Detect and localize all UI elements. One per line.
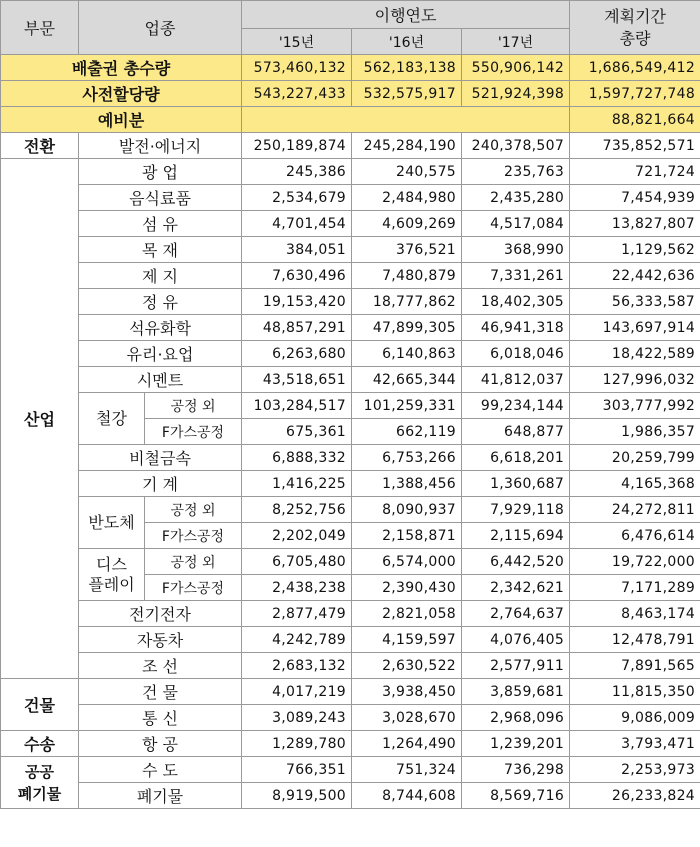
table-row — [1, 237, 700, 263]
sub-industry-label: 공정 외 — [145, 497, 242, 523]
pre-allocation-2016: 532,575,917 — [352, 81, 462, 107]
value-2016: 3,028,670 — [352, 705, 462, 731]
value-2016: 4,609,269 — [352, 211, 462, 237]
value-2016: 8,090,937 — [352, 497, 462, 523]
value-plan: 3,793,471 — [570, 731, 700, 757]
sector-transport: 수송 — [1, 731, 79, 757]
value-2017: 2,968,096 — [462, 705, 570, 731]
value-2017: 1,239,201 — [462, 731, 570, 757]
header-plan-total — [570, 1, 700, 55]
value-plan: 8,463,174 — [570, 601, 700, 627]
total-quota-label: 배출권 총수량 — [1, 55, 242, 81]
value-2015: 245,386 — [242, 159, 352, 185]
industry-label: 항 공 — [79, 731, 242, 757]
table-row — [1, 497, 700, 523]
industry-label: 기 계 — [79, 471, 242, 497]
table-row — [1, 679, 700, 705]
value-2017: 1,360,687 — [462, 471, 570, 497]
table-row — [1, 393, 700, 419]
industry-label: 음식료품 — [79, 185, 242, 211]
sector-public-line1: 공공 — [25, 762, 54, 781]
value-2016: 1,264,490 — [352, 731, 462, 757]
value-2016: 376,521 — [352, 237, 462, 263]
value-2017: 368,990 — [462, 237, 570, 263]
value-2017: 235,763 — [462, 159, 570, 185]
pre-allocation-plan: 1,597,727,748 — [570, 81, 700, 107]
industry-label: 자동차 — [79, 627, 242, 653]
industry-label: 폐기물 — [79, 783, 242, 809]
table-row — [1, 211, 700, 237]
header-plan-line2: 총량 — [619, 28, 651, 48]
table-row — [1, 705, 700, 731]
value-2015: 3,089,243 — [242, 705, 352, 731]
value-plan: 9,086,009 — [570, 705, 700, 731]
table-row — [1, 185, 700, 211]
value-2015: 8,919,500 — [242, 783, 352, 809]
industry-label: 전기전자 — [79, 601, 242, 627]
value-plan: 11,815,350 — [570, 679, 700, 705]
value-2015: 43,518,651 — [242, 367, 352, 393]
pre-allocation-2015: 543,227,433 — [242, 81, 352, 107]
industry-label: 석유화학 — [79, 315, 242, 341]
table-row — [1, 471, 700, 497]
sector-building: 건물 — [1, 679, 79, 731]
value-2016: 751,324 — [352, 757, 462, 783]
value-2016: 2,630,522 — [352, 653, 462, 679]
reserve-label: 예비분 — [1, 107, 242, 133]
industry-label: 발전·에너지 — [79, 133, 242, 159]
value-2015: 384,051 — [242, 237, 352, 263]
value-2016: 662,119 — [352, 419, 462, 445]
table-row — [1, 757, 700, 783]
value-2016: 8,744,608 — [352, 783, 462, 809]
value-plan: 19,722,000 — [570, 549, 700, 575]
pre-allocation-label: 사전할당량 — [1, 81, 242, 107]
table-row — [1, 341, 700, 367]
table-row — [1, 653, 700, 679]
industry-label: 통 신 — [79, 705, 242, 731]
total-quota-row — [1, 55, 700, 81]
value-2016: 2,390,430 — [352, 575, 462, 601]
value-2017: 2,115,694 — [462, 523, 570, 549]
value-2017: 648,877 — [462, 419, 570, 445]
value-2017: 99,234,144 — [462, 393, 570, 419]
value-plan: 56,333,587 — [570, 289, 700, 315]
industry-label: 수 도 — [79, 757, 242, 783]
table-row — [1, 783, 700, 809]
value-2015: 7,630,496 — [242, 263, 352, 289]
value-2016: 7,480,879 — [352, 263, 462, 289]
pre-allocation-2017: 521,924,398 — [462, 81, 570, 107]
table-row — [1, 731, 700, 757]
sub-industry-label: 공정 외 — [145, 549, 242, 575]
total-quota-plan: 1,686,549,412 — [570, 55, 700, 81]
sub-industry-label: 공정 외 — [145, 393, 242, 419]
value-plan: 721,724 — [570, 159, 700, 185]
industry-label: 섬 유 — [79, 211, 242, 237]
value-plan: 303,777,992 — [570, 393, 700, 419]
industry-label: 광 업 — [79, 159, 242, 185]
value-plan: 6,476,614 — [570, 523, 700, 549]
industry-label: 제 지 — [79, 263, 242, 289]
table-row — [1, 601, 700, 627]
total-quota-2017: 550,906,142 — [462, 55, 570, 81]
value-2017: 2,342,621 — [462, 575, 570, 601]
value-2016: 240,575 — [352, 159, 462, 185]
group-semiconductor: 반도체 — [79, 497, 145, 549]
industry-label: 목 재 — [79, 237, 242, 263]
value-2017: 3,859,681 — [462, 679, 570, 705]
value-2015: 2,438,238 — [242, 575, 352, 601]
sub-industry-label: F가스공정 — [145, 419, 242, 445]
header-period: 이행연도 — [242, 1, 570, 29]
total-quota-2015: 573,460,132 — [242, 55, 352, 81]
value-2016: 47,899,305 — [352, 315, 462, 341]
value-2015: 48,857,291 — [242, 315, 352, 341]
table-row — [1, 289, 700, 315]
table-row — [1, 549, 700, 575]
header-sector: 부문 — [1, 1, 79, 55]
value-2017: 4,076,405 — [462, 627, 570, 653]
value-plan: 7,891,565 — [570, 653, 700, 679]
reserve-plan: 88,821,664 — [570, 107, 700, 133]
header-plan-line1: 계획기간 — [604, 6, 666, 26]
sector-public-line2: 폐기물 — [17, 784, 62, 803]
sub-industry-label: F가스공정 — [145, 523, 242, 549]
value-plan: 22,442,636 — [570, 263, 700, 289]
table-row — [1, 445, 700, 471]
value-2015: 1,416,225 — [242, 471, 352, 497]
table-row — [1, 367, 700, 393]
header-row-1 — [1, 1, 700, 29]
sector-transition: 전환 — [1, 133, 79, 159]
value-2017: 18,402,305 — [462, 289, 570, 315]
value-2017: 240,378,507 — [462, 133, 570, 159]
table-row — [1, 159, 700, 185]
reserve-row — [1, 107, 700, 133]
value-plan: 127,996,032 — [570, 367, 700, 393]
value-2017: 736,298 — [462, 757, 570, 783]
value-2015: 19,153,420 — [242, 289, 352, 315]
value-plan: 12,478,791 — [570, 627, 700, 653]
value-2017: 46,941,318 — [462, 315, 570, 341]
value-2016: 18,777,862 — [352, 289, 462, 315]
value-2017: 4,517,084 — [462, 211, 570, 237]
value-2016: 101,259,331 — [352, 393, 462, 419]
value-2017: 2,435,280 — [462, 185, 570, 211]
value-2015: 8,252,756 — [242, 497, 352, 523]
sector-industry: 산업 — [1, 159, 79, 679]
value-2015: 4,242,789 — [242, 627, 352, 653]
header-year-2017: '17년 — [462, 29, 570, 55]
value-2017: 2,577,911 — [462, 653, 570, 679]
value-2017: 2,764,637 — [462, 601, 570, 627]
table-row — [1, 627, 700, 653]
total-quota-2016: 562,183,138 — [352, 55, 462, 81]
value-plan: 13,827,807 — [570, 211, 700, 237]
industry-label: 정 유 — [79, 289, 242, 315]
value-2016: 3,938,450 — [352, 679, 462, 705]
value-2016: 6,753,266 — [352, 445, 462, 471]
value-2015: 4,701,454 — [242, 211, 352, 237]
value-2017: 6,018,046 — [462, 341, 570, 367]
industry-label: 조 선 — [79, 653, 242, 679]
value-plan: 26,233,824 — [570, 783, 700, 809]
value-2016: 1,388,456 — [352, 471, 462, 497]
table-row — [1, 315, 700, 341]
value-2017: 6,442,520 — [462, 549, 570, 575]
value-2016: 2,158,871 — [352, 523, 462, 549]
value-plan: 1,129,562 — [570, 237, 700, 263]
sub-industry-label: F가스공정 — [145, 575, 242, 601]
value-2017: 8,569,716 — [462, 783, 570, 809]
group-steel: 철강 — [79, 393, 145, 445]
value-2015: 1,289,780 — [242, 731, 352, 757]
sector-public-waste — [1, 757, 79, 809]
value-2016: 4,159,597 — [352, 627, 462, 653]
value-2016: 6,574,000 — [352, 549, 462, 575]
value-2017: 7,929,118 — [462, 497, 570, 523]
value-2015: 250,189,874 — [242, 133, 352, 159]
value-2015: 2,683,132 — [242, 653, 352, 679]
header-year-2015: '15년 — [242, 29, 352, 55]
value-2017: 41,812,037 — [462, 367, 570, 393]
table-row — [1, 263, 700, 289]
value-2015: 2,877,479 — [242, 601, 352, 627]
value-2015: 4,017,219 — [242, 679, 352, 705]
value-2017: 7,331,261 — [462, 263, 570, 289]
value-plan: 735,852,571 — [570, 133, 700, 159]
value-2016: 2,484,980 — [352, 185, 462, 211]
value-2016: 245,284,190 — [352, 133, 462, 159]
value-2016: 2,821,058 — [352, 601, 462, 627]
reserve-annual — [242, 107, 570, 133]
value-2015: 675,361 — [242, 419, 352, 445]
value-2015: 103,284,517 — [242, 393, 352, 419]
value-2016: 6,140,863 — [352, 341, 462, 367]
value-plan: 7,171,289 — [570, 575, 700, 601]
industry-label: 건 물 — [79, 679, 242, 705]
value-plan: 4,165,368 — [570, 471, 700, 497]
value-plan: 143,697,914 — [570, 315, 700, 341]
table-row — [1, 133, 700, 159]
value-2015: 2,202,049 — [242, 523, 352, 549]
value-plan: 1,986,357 — [570, 419, 700, 445]
value-2017: 6,618,201 — [462, 445, 570, 471]
industry-label: 비철금속 — [79, 445, 242, 471]
group-display-line1: 디스 — [96, 554, 127, 574]
value-plan: 2,253,973 — [570, 757, 700, 783]
value-2016: 42,665,344 — [352, 367, 462, 393]
value-plan: 24,272,811 — [570, 497, 700, 523]
value-2015: 6,705,480 — [242, 549, 352, 575]
group-display — [79, 549, 145, 601]
value-2015: 766,351 — [242, 757, 352, 783]
value-plan: 20,259,799 — [570, 445, 700, 471]
industry-label: 유리·요업 — [79, 341, 242, 367]
group-display-line2: 플레이 — [88, 574, 135, 594]
industry-label: 시멘트 — [79, 367, 242, 393]
value-2015: 6,263,680 — [242, 341, 352, 367]
header-industry: 업종 — [79, 1, 242, 55]
value-plan: 7,454,939 — [570, 185, 700, 211]
pre-allocation-row — [1, 81, 700, 107]
value-plan: 18,422,589 — [570, 341, 700, 367]
value-2015: 2,534,679 — [242, 185, 352, 211]
value-2015: 6,888,332 — [242, 445, 352, 471]
header-year-2016: '16년 — [352, 29, 462, 55]
